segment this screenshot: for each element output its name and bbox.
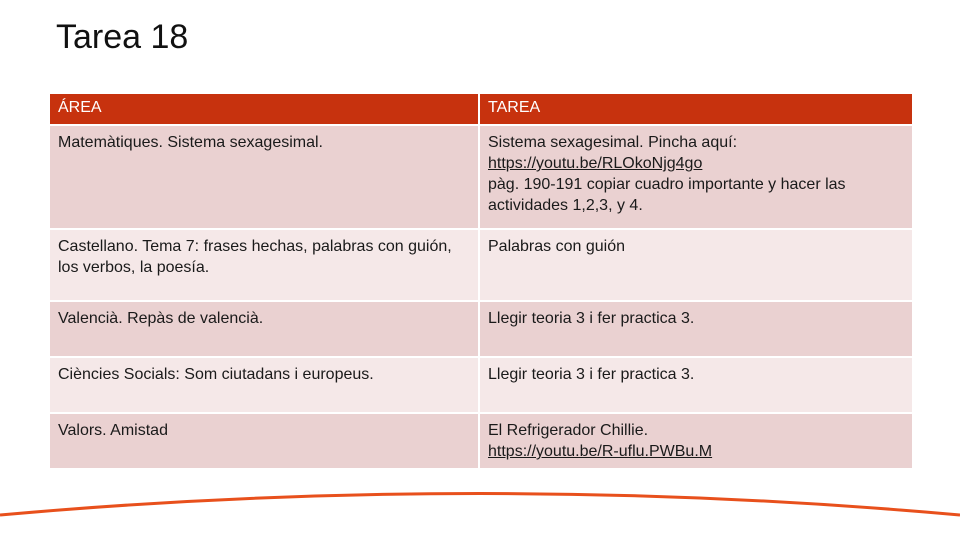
page-title: Tarea 18	[56, 18, 189, 56]
tarea-text: El Refrigerador Chillie.	[488, 422, 649, 439]
area-cell: Matemàtiques. Sistema sexagesimal.	[49, 125, 479, 229]
decorative-arc	[0, 470, 960, 540]
tarea-link[interactable]: https://youtu.be/R-uflu.PWBu.M	[488, 443, 713, 460]
tarea-cell	[479, 125, 913, 229]
tarea-text-secondary: pàg. 190-191 copiar cuadro importante y hacer las actividades 1,2,3, y 4.	[488, 176, 846, 214]
header-area: ÁREA	[49, 93, 479, 125]
table-row	[49, 413, 913, 469]
table-row	[49, 357, 913, 413]
tarea-text: Sistema sexagesimal. Pincha aquí:	[488, 134, 738, 151]
table-row	[49, 301, 913, 357]
area-cell: Ciències Socials: Som ciutadans i europeus.	[49, 357, 479, 413]
table-header-row	[49, 93, 913, 125]
tarea-link[interactable]: https://youtu.be/RLOkoNjg4go	[488, 155, 703, 172]
table-row	[49, 125, 913, 229]
task-table	[48, 92, 914, 470]
area-cell: Valencià. Repàs de valencià.	[49, 301, 479, 357]
tarea-cell	[479, 413, 913, 469]
tarea-cell: Llegir teoria 3 i fer practica 3.	[479, 357, 913, 413]
tarea-cell: Palabras con guión	[479, 229, 913, 301]
tarea-cell: Llegir teoria 3 i fer practica 3.	[479, 301, 913, 357]
table-row	[49, 229, 913, 301]
header-tarea: TAREA	[479, 93, 913, 125]
area-cell: Castellano. Tema 7: frases hechas, palabras con guión, los verbos, la poesía.	[49, 229, 479, 301]
area-cell: Valors. Amistad	[49, 413, 479, 469]
